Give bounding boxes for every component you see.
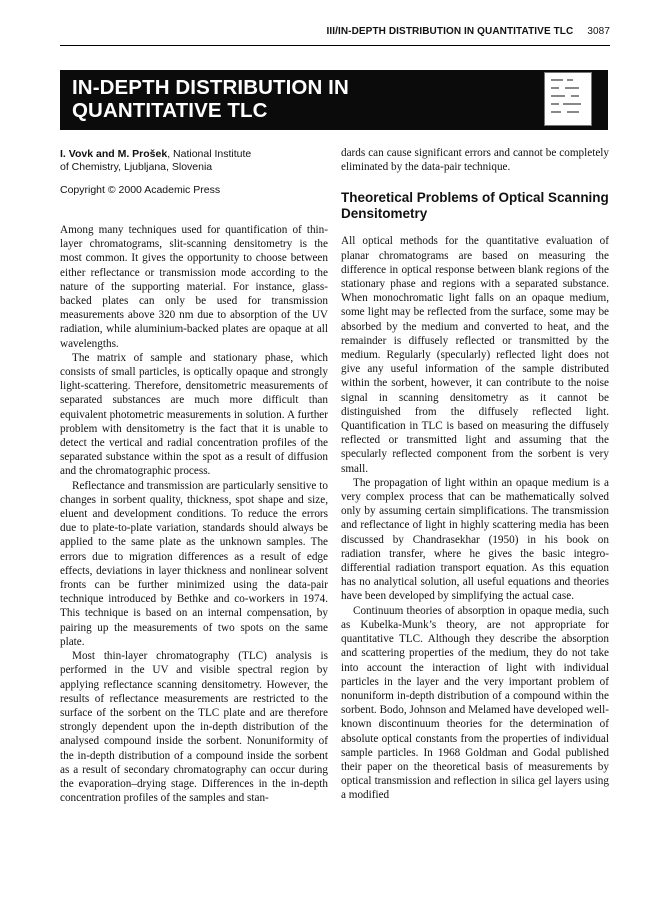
paragraph: Reflectance and transmission are particularly sensitive to changes in sorbent quality, thickness, spot shape and size, eluent and development conditions. To reduce the errors due to plate-to-plate variation, standards should always be applied to the same plate as the unknown samples. The errors due to migration differences as a result of edge effects, deviations in layer thickness and nonlinear solvent fronts can be further minimized using the data-pair technique introduced by Bethke and co-workers in 1974. This technique is based on an internal compensation, by pairing up the measurements of two spots on the same plate. [60, 479, 328, 648]
paragraph: Continuum theories of absorption in opaque media, such as Kubelka-Munk’s theory, are not appropriate for quantitative TLC. Although they describe the absorption and scattering properties of the medium, they do not take into account the interaction of light with individual particles in the layer and the very important problem of nonuniform in-depth distribution of a compound within the sorbent. Bodo, Johnson and Melamed have developed well-known discontinuum theories for the determination of absolute optical constants from the properties of individual sample particles. In 1968 Goldman and Godal published their paper on the theoretical basis of measurements by optical transmission and reflection in silica gel layers using a modified [341, 604, 609, 802]
article-title-line-2: QUANTITATIVE TLC [72, 99, 268, 122]
paragraph: The propagation of light within an opaque medium is a very complex process that can be mathematically solved only by assuming certain simplifications. The transmission and reflectance of light in highly scattering media has been discussed by Chandrasekhar (1950) in his book on radiation transfer, where he gives the basic integro-differential radiation transport equation. As this equation has no analytical solution, all useful equations and theories have been developed by simplifying the actual case. [341, 476, 609, 603]
affiliation-part-2: of Chemistry, Ljubljana, Slovenia [60, 161, 213, 173]
paragraph: Most thin-layer chromatography (TLC) analysis is performed in the UV and visible spectral region by applying reflectance scanning densitometry. However, the results of reflectance measurements are restricted to the surface of the sorbent on the TLC plate and are therefore strongly dependent upon the in-depth distribution of the analysed compound inside the sorbent. Nonuniformity of the in-depth distribution of a compound inside the sorbent as a result of secondary chromatography can occur during the evaporation–drying stage. Differences in the in-depth concentration profiles of the samples and stan- [60, 650, 328, 805]
running-head [60, 26, 610, 46]
running-title: III/IN-DEPTH DISTRIBUTION IN QUANTITATIVE TLC [326, 26, 574, 37]
page-number: 3087 [587, 26, 610, 37]
article-title-line-1: IN-DEPTH DISTRIBUTION IN [72, 76, 349, 99]
right-column [341, 146, 609, 803]
author-names: I. Vovk and M. Prošek [60, 148, 168, 160]
author-affiliation [60, 148, 328, 174]
paragraph: All optical methods for the quantitative evaluation of planar chromatograms are based on measuring the difference in optical response between blank regions of the stationary phase and regions with a separated substance. When monochromatic light falls on an opaque medium, some light may be reflected from the surface, some may be absorbed by the medium and converted to heat, and the remainder is diffusely reflected or transmitted by the medium. Regularly (specularly) reflected light does not give any useful information of the sample distributed within the sorbent, however, it can contribute to the noise signal in scanning densitometry as it cannot be distinguished from the diffusely reflected light. Quantification in TLC is based on measuring the diffusely reflected or transmitted light and assuming that the specularly reflected component from the sorbent is very small. [341, 235, 609, 475]
left-body-text [60, 223, 328, 805]
section-icon [544, 72, 592, 126]
section-heading: Theoretical Problems of Optical Scanning Densitometry [341, 190, 609, 222]
paragraph: The matrix of sample and stationary phase, which consists of small particles, is optically opaque and strongly light-scattering. Therefore, densitometric measurements of separated substances are much more difficult than equivalent photometric measurements in solution. A further problem with densitometry is the fact that it is unable to detect the vertical and radial concentration profiles of the separated substance within the spot as a result of diffusion and the chromatographic process. [60, 351, 328, 478]
paragraph: Among many techniques used for quantification of thin-layer chromatograms, slit-scanning densitometry is the most common. It gives the opportunity to choose between either reflectance or transmission mode according to the nature of the supporting material. For instance, glass-backed plates can only be used for transmission measurements above 320 nm due to absorption of the UV radiation, while aluminium-backed plates are opaque at all wavelengths. [60, 224, 328, 350]
affiliation-part-1: , National Institute [167, 148, 252, 160]
left-column [60, 146, 328, 805]
paragraph-continuation: dards can cause significant errors and cannot be completely eliminated by the data-pair technique. [341, 147, 609, 174]
article-title-banner [60, 70, 608, 130]
copyright-notice: Copyright © 2000 Academic Press [60, 184, 221, 196]
